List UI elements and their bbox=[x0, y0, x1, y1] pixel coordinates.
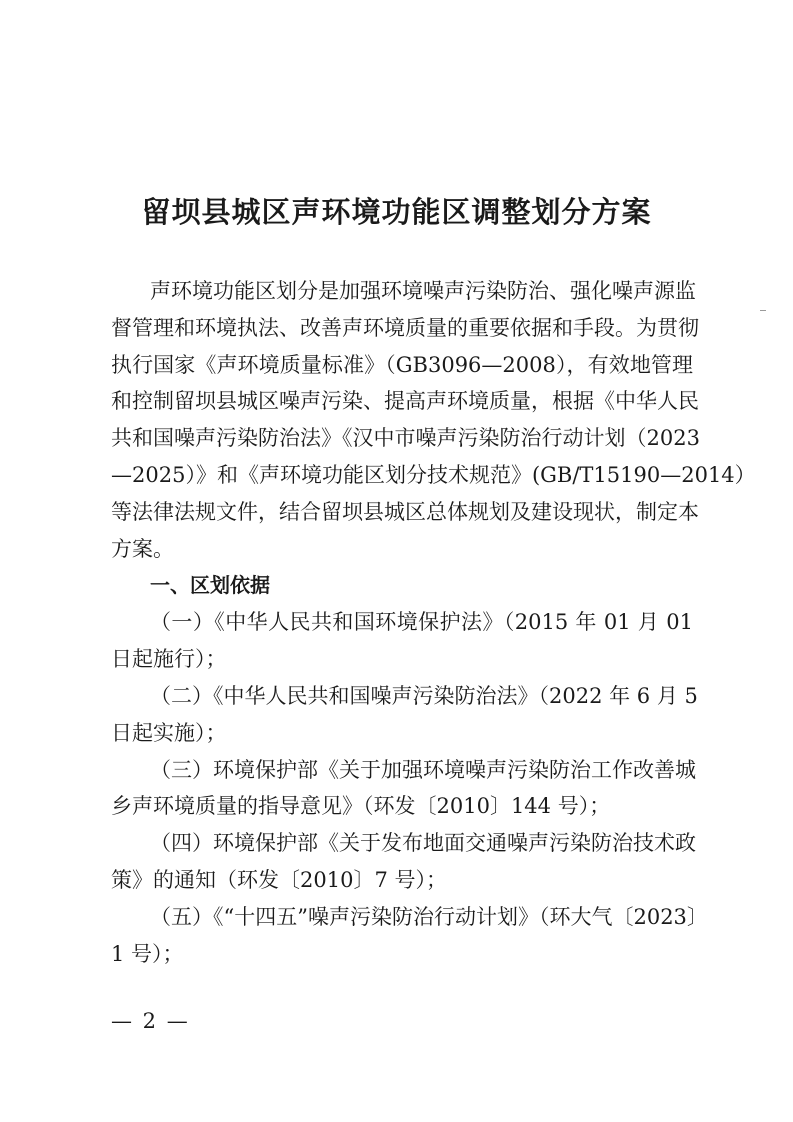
basis-item-line: （五）《“十四五”噪声污染防治行动计划》（环大气〔2023〕 bbox=[150, 905, 708, 929]
page-number: — 2 — bbox=[111, 1009, 190, 1033]
intro-line: 声环境功能区划分是加强环境噪声污染防治、强化噪声源监 bbox=[150, 279, 696, 303]
basis-item-line: 1 号）； bbox=[111, 942, 184, 966]
scan-speck bbox=[760, 310, 766, 311]
intro-line: —2025）》和《声环境功能区划分技术规范》(GB/T15190—2014） bbox=[111, 463, 756, 487]
basis-item-line: 策》的通知（环发〔2010〕7 号）； bbox=[111, 868, 447, 892]
basis-item-line: （四）环境保护部《关于发布地面交通噪声污染防治技术政 bbox=[150, 831, 696, 855]
intro-line: 督管理和环境执法、改善声环境质量的重要依据和手段。为贯彻 bbox=[111, 316, 699, 340]
basis-item-line: （一）《中华人民共和国环境保护法》（2015 年 01 月 01 bbox=[150, 610, 693, 634]
basis-item-line: 日起实施）； bbox=[111, 721, 227, 745]
basis-item-line: （三）环境保护部《关于加强环境噪声污染防治工作改善城 bbox=[150, 758, 696, 782]
intro-line: 共和国噪声污染防治法》《汉中市噪声污染防治行动计划（2023 bbox=[111, 426, 700, 450]
intro-line: 等法律法规文件，结合留坝县城区总体规划及建设现状，制定本 bbox=[111, 500, 699, 524]
document-title: 留坝县城区声环境功能区调整划分方案 bbox=[141, 195, 652, 229]
intro-line: 执行国家《声环境质量标准》（GB3096—2008），有效地管理 bbox=[111, 353, 693, 377]
intro-line: 和控制留坝县城区噪声污染、提高声环境质量，根据《中华人民 bbox=[111, 389, 699, 413]
intro-line: 方案。 bbox=[111, 537, 174, 561]
section-heading: 一、区划依据 bbox=[150, 573, 270, 597]
basis-item-line: （二）《中华人民共和国噪声污染防治法》（2022 年 6 月 5 bbox=[150, 684, 698, 708]
basis-item-line: 乡声环境质量的指导意见》（环发〔2010〕144 号）； bbox=[111, 794, 611, 818]
basis-item-line: 日起施行）； bbox=[111, 647, 227, 671]
